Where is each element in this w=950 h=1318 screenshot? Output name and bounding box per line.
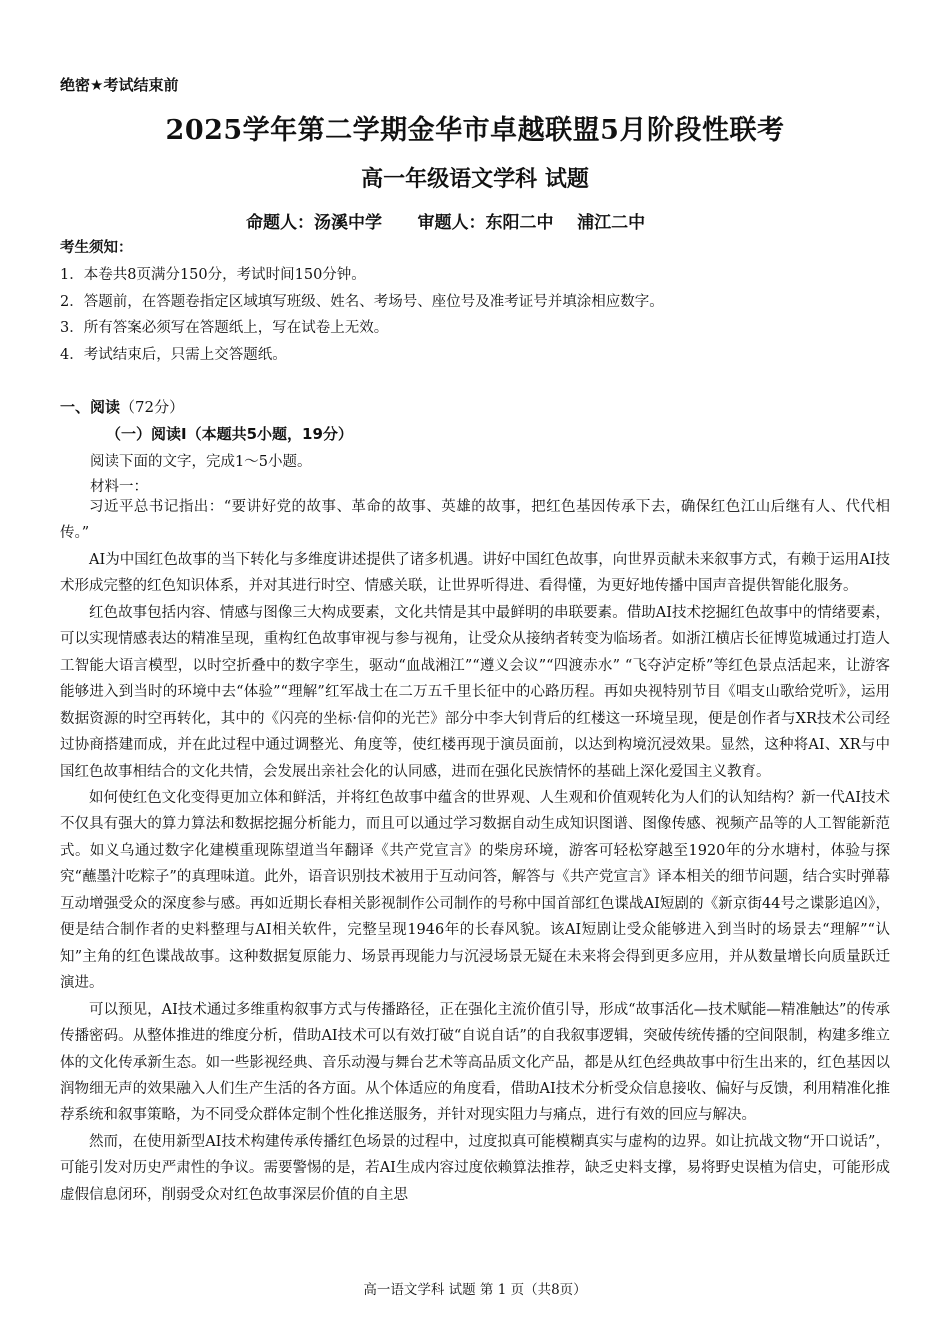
notice-item: 4．考试结束后，只需上交答题纸。 xyxy=(60,347,287,364)
notice-heading: 考生须知： xyxy=(60,240,133,256)
notice-item: 2．答题前，在答题卷指定区域填写班级、姓名、考场号、座位号及准考证号并填涂相应数字。 xyxy=(60,293,664,310)
paragraph: 然而，在使用新型AI技术构建传承传播红色场景的过程中，过度拟真可能模糊真实与虚构的边界。如让抗战文物“开口说话”，可能引发对历史严肃性的争议。需要警惕的是，若AI生成内容过度依赖算法推荐，缺乏史料支撑，易将野史误植为信史，可能形成虚假信息闭环，削弱受众对红色故事深层价值的自主思 xyxy=(60,1133,890,1203)
paragraph: 习近平总书记指出：“要讲好党的故事、革命的故事、英雄的故事，把红色基因传承下去，确保红色江山后继有人、代代相传。” xyxy=(60,499,890,542)
confidential-label: 绝密★考试结束前 xyxy=(60,76,179,94)
paragraph: 红色故事包括内容、情感与图像三大构成要素，文化共情是其中最鲜明的串联要素。借助AI技术挖掘红色故事中的情绪要素，可以实现情感表达的精准呈现，重构红色故事审视与参与视角，让受众从接纳者转变为临场者。如浙江横店长征博览城通过打造人工智能大语言模型，以时空折叠中的数字孪生，驱动“血战湘江”“遵义会议”“四渡赤水” “飞夺泸定桥”等红色景点活起来，让游客能够进入到当时的环境中去“体验”“理解”红军战士在二万五千里长征中的心路历程。再如央视特别节目《唱支山歌给党听》，运用数据资源的时空再转化，其中的《闪亮的坐标·信仰的光芒》部分中李大钊背后的红楼这一环境呈现，便是创作者与XR技术公司经过协商搭建而成，并在此过程中通过调整光、角度等，使红楼再现于演员面前，以达到构境沉浸效果。显然，这种将AI、XR与中国红色故事相结合的文化共情，会发展出亲社会化的认同感，进而在强化民族情怀的基础上深化爱国主义教育。 xyxy=(60,604,890,780)
section-points: （72分） xyxy=(120,398,185,416)
material-text xyxy=(60,494,890,1208)
page-footer: 高一语文学科 试题 第 1 页（共8页） xyxy=(363,1282,587,1298)
notice-item: 3．所有答案必须写在答题纸上，写在试卷上无效。 xyxy=(60,320,389,337)
section-heading xyxy=(60,396,184,417)
exam-title: 2025学年第二学期金华市卓越联盟5月阶段性联考 xyxy=(165,115,785,146)
paragraph: AI为中国红色故事的当下转化与多维度讲述提供了诸多机遇。讲好中国红色故事，向世界贡献未来叙事方式，有赖于运用AI技术形成完整的红色知识体系，并对其进行时空、情感关联，让世界听得进、看得懂，为更好地传播中国声音提供智能化服务。 xyxy=(60,551,890,595)
paragraph: 如何使红色文化变得更加立体和鲜活，并将红色故事中蕴含的世界观、人生观和价值观转化为人们的认知结构？新一代AI技术不仅具有强大的算力算法和数据挖掘分析能力，而且可以通过学习数据自动生成知识图谱、图像传感、视频产品等的人工智能新范式。如义乌通过数字化建模重现陈望道当年翻译《共产党宣言》的柴房环境，游客可轻松穿越至1920年的分水塘村，体验与探究“蘸墨汁吃粽子”的真理味道。此外，语音识别技术被用于互动问答，解答与《共产党宣言》译本相关的细节问题，结合实时弹幕互动增强受众的深度参与感。再如近期长春相关影视制作公司制作的号称中国首部红色谍战AI短剧的《新京街44号之谍影追凶》，便是结合制作者的史料整理与AI相关软件，完整呈现1946年的长春风貌。该AI短剧让受众能够进入到当时的场景去“理解”“认知”主角的红色谍战故事。这种数据复原能力、场景再现能力与沉浸场景无疑在未来将会得到更多应用，并从数量增长向质量跃迁演进。 xyxy=(60,789,890,992)
reading-instruction: 阅读下面的文字，完成1～5小题。 xyxy=(90,454,312,470)
section-title: 一、阅读 xyxy=(60,398,121,416)
exam-subtitle: 高一年级语文学科 试题 xyxy=(361,166,589,192)
notice-item: 1．本卷共8页满分150分，考试时间150分钟。 xyxy=(60,267,366,283)
material-label: 材料一： xyxy=(90,479,148,495)
notice-list xyxy=(60,262,890,369)
paragraph: 可以预见，AI技术通过多维重构叙事方式与传播路径，正在强化主流价值引导，形成“故事活化—技术赋能—精准触达”的传承传播密码。从整体推进的维度分析，借助AI技术可以有效打破“自说自话”的自我叙事逻辑，突破传统传播的空间限制，构建多维立体的文化传承新生态。如一些影视经典、音乐动漫与舞台艺术等高品质文化产品，都是从红色经典故事中衍生出来的，红色基因以润物细无声的效果融入人们生产生活的各方面。从个体适应的角度看，借助AI技术分析受众信息接收、偏好与反馈，利用精准化推荐系统和叙事策略，为不同受众群体定制个性化推送服务，并针对现实阻力与痛点，进行有效的回应与解决。 xyxy=(60,1001,890,1124)
exam-authors: 命题人：汤溪中学 审题人：东阳二中 浦江二中 xyxy=(246,213,646,233)
subsection-heading: （一）阅读Ⅰ（本题共5小题，19分） xyxy=(106,425,353,443)
